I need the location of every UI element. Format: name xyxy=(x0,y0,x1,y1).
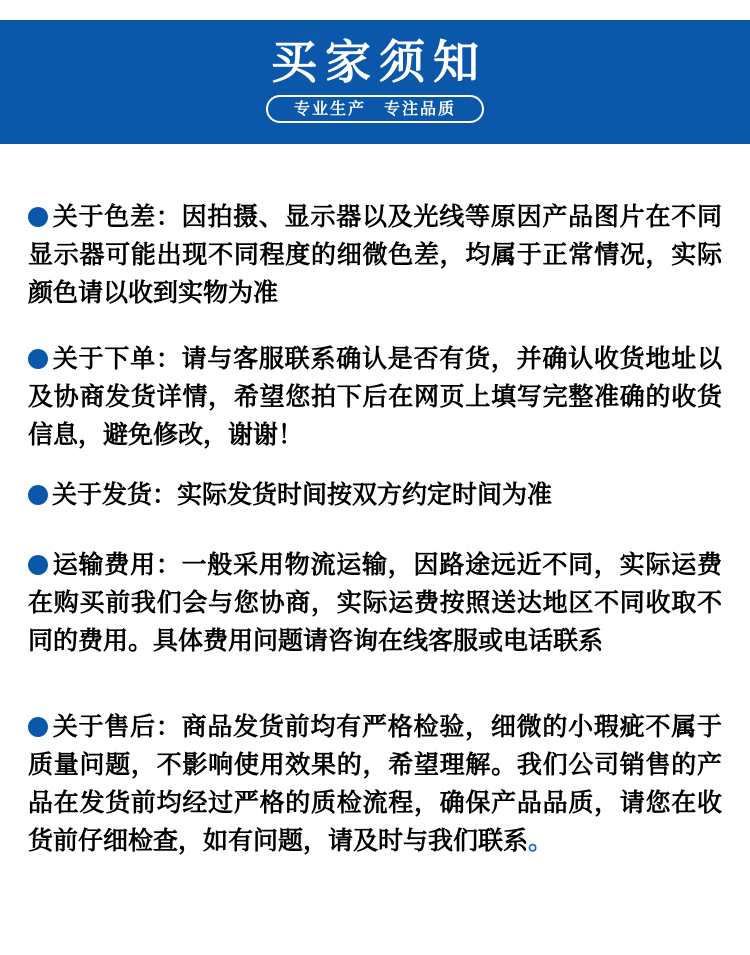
bullet-icon xyxy=(28,485,48,505)
notice-freight xyxy=(28,546,722,660)
quality-badge: 专业生产 专注品质 xyxy=(266,95,484,123)
notice-color-difference xyxy=(28,198,722,312)
notice-text: 关于下单：请与客服联系确认是否有货，并确认收货地址以及协商发货详情，希望您拍下后在网页上填写完整准确的收货信息，避免修改，谢谢！ xyxy=(28,344,722,449)
bullet-icon xyxy=(28,555,48,575)
notice-ordering xyxy=(28,340,722,454)
bullet-icon xyxy=(28,717,48,737)
notice-ending-period: 。 xyxy=(528,826,554,855)
header-banner xyxy=(0,20,750,144)
notice-text: 关于售后：商品发货前均有严格检验，细微的小瑕疵不属于质量问题，不影响使用效果的，希望理解。我们公司销售的产品在发货前均经过严格的质检流程，确保产品品质，请您在收货前仔细检查，如有问题，请及时与我们联系 xyxy=(28,712,722,855)
page-title: 买家须知 xyxy=(271,35,487,89)
notice-text: 关于色差：因拍摄、显示器以及光线等原因产品图片在不同显示器可能出现不同程度的细微色差，均属于正常情况，实际颜色请以收到实物为准 xyxy=(28,202,722,307)
notice-text: 运输费用：一般采用物流运输，因路途远近不同，实际运费在购买前我们会与您协商，实际运费按照送达地区不同收取不同的费用。具体费用问题请咨询在线客服或电话联系 xyxy=(28,550,722,655)
notice-list xyxy=(0,198,750,860)
notice-text: 关于发货：实际发货时间按双方约定时间为准 xyxy=(52,480,553,509)
notice-shipping xyxy=(28,476,722,514)
notice-after-sales xyxy=(28,708,722,860)
bullet-icon xyxy=(28,349,48,369)
bullet-icon xyxy=(28,207,48,227)
